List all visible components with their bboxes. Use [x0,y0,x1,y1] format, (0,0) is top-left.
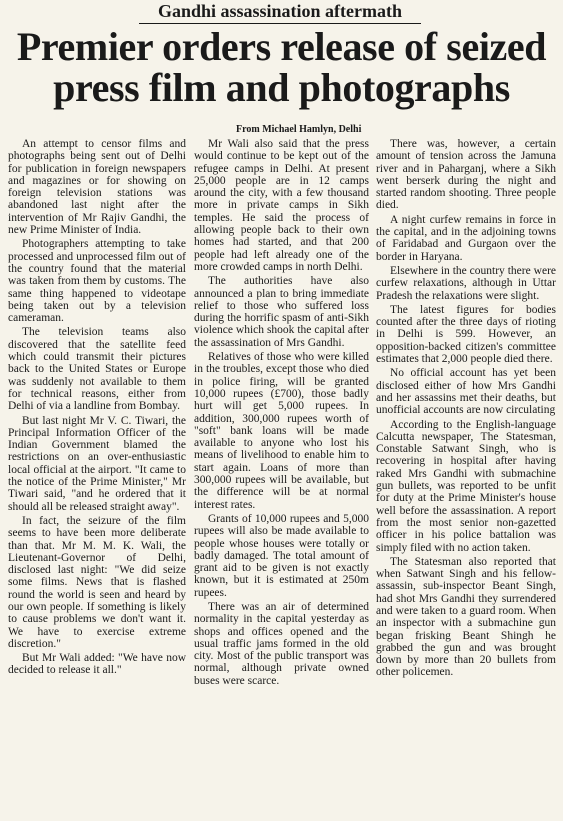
paragraph: Mr Wali also said that the press would continue to be kept out of the refugee camps in Delhi. At present 25,000 people are in 12 camps around the city, with a few thousand more in private camps in Sikh temples. He said the process of allowing people back to their own homes had started, and that 200 people had left already one of the more crowded camps in north Delhi. [194,138,369,273]
paragraph: There was an air of determined normality in the capital yesterday as shops and offices opened and the usual traffic jams formed in the old city. Most of the public transport was normal, although private owned buses were scarce. [194,600,369,687]
paragraph: Elsewhere in the country there were curfew relaxations, although in Uttar Pradesh the relaxations were slight. [376,264,556,302]
paragraph: According to the English-language Calcutta newspaper, The Statesman, Constable Satwant Singh, who is recovering in hospital after having raked Mrs Gandhi with submachine gun bullets, was reported to be unfit for duty at the Prime Minister's house well before the assassination. A report from the most senior non-gazetted officer in his police battalion was simply filed with no action taken. [376,418,556,554]
paragraph: The latest figures for bodies counted after the three days of rioting in Delhi is 599. However, an opposition-backed citizen's committee estimates that 2,000 people died there. [376,303,556,366]
article-column-2 [194,138,369,821]
paragraph: A night curfew remains in force in the capital, and in the adjoining towns of Faridabad and Gurgaon over the border in Haryana. [376,213,556,263]
article-column-1 [8,138,186,821]
paragraph: There was, however, a certain amount of tension across the Jamuna river and in Paharganj, where a Sikh went berserk during the night and started random shooting. Three people died. [376,138,556,212]
paragraph: Photographers attempting to take processed and unprocessed film out of the country found that the material was taken from them by customs. The same thing happened to videotape being taken out by a television cameraman. [8,238,186,325]
article-headline: Premier orders release of seized press film and photographs [16,24,547,110]
paragraph: But Mr Wali added: "We have now decided to release it all." [8,652,186,677]
byline: From Michael Hamlyn, Delhi [236,124,362,135]
section-kicker: Gandhi assassination aftermath [139,0,421,24]
paragraph: An attempt to censor films and photographs being sent out of Delhi for publication in foreign newspapers and magazines or for showing on foreign television stations was abandoned last night after the intervention of Mr Rajiv Gandhi, the new Prime Minister of India. [8,138,186,237]
paragraph: But last night Mr V. C. Tiwari, the Principal Information Officer of the Indian Government blamed the restrictions on an over-enthusiastic local official at the airport. "It came to the notice of the Prime Minister," Mr Tiwari said, "and he ordered that it should all be released straight away". [8,414,186,513]
paragraph: The authorities have also announced a plan to bring immediate relief to those who suffered loss during the horrific spasm of anti-Sikh violence which shook the capital after the assassination of Mrs Gandhi. [194,275,369,349]
article-column-3 [376,138,556,821]
paragraph: The television teams also discovered that the satellite feed which could transmit their pictures back to the United States or Europe was suddenly not available to them for technical reasons, either from Delhi of via a landline from Bombay. [8,326,186,413]
paragraph: The Statesman also reported that when Satwant Singh and his fellow-assassin, sub-inspector Beant Singh, had shot Mrs Gandhi they surrendered and were taken to a guard room. When an inspector with a submachine gun began frisking Beant Shingh he grabbed the gun and was brought down by more than 20 bullets from other policemen. [376,555,556,679]
paragraph: No official account has yet been disclosed either of how Mrs Gandhi and her assassins met their deaths, but unofficial accounts are now circulating [376,367,556,417]
paragraph: In fact, the seizure of the film seems to have been more deliberate than that. Mr M. M. K. Wali, the Lieutenant-Governor of Delhi, disclosed last night: "We did seize some films. News that is flashed round the world is seen and heard by our own people. If something is likely to cause problems we don't want it. We have to exercise extreme discretion." [8,514,186,650]
paragraph: Grants of 10,000 rupees and 5,000 rupees will also be made available to people whose houses were totally or badly damaged. The total amount of grant aid to be given is not exactly known, but it is estimated at 250m rupees. [194,512,369,599]
paragraph: Relatives of those who were killed in the troubles, except those who died in police firing, will be granted 10,000 rupees (£700), those badly hurt will get 5,000 rupees. In addition, 300,000 rupees worth of "soft" bank loans will be made available to anyone who lost his means of livelihood to enable him to start again. Loans of more than 300,000 rupees will be available, but the difference will be at normal interest rates. [194,351,369,511]
